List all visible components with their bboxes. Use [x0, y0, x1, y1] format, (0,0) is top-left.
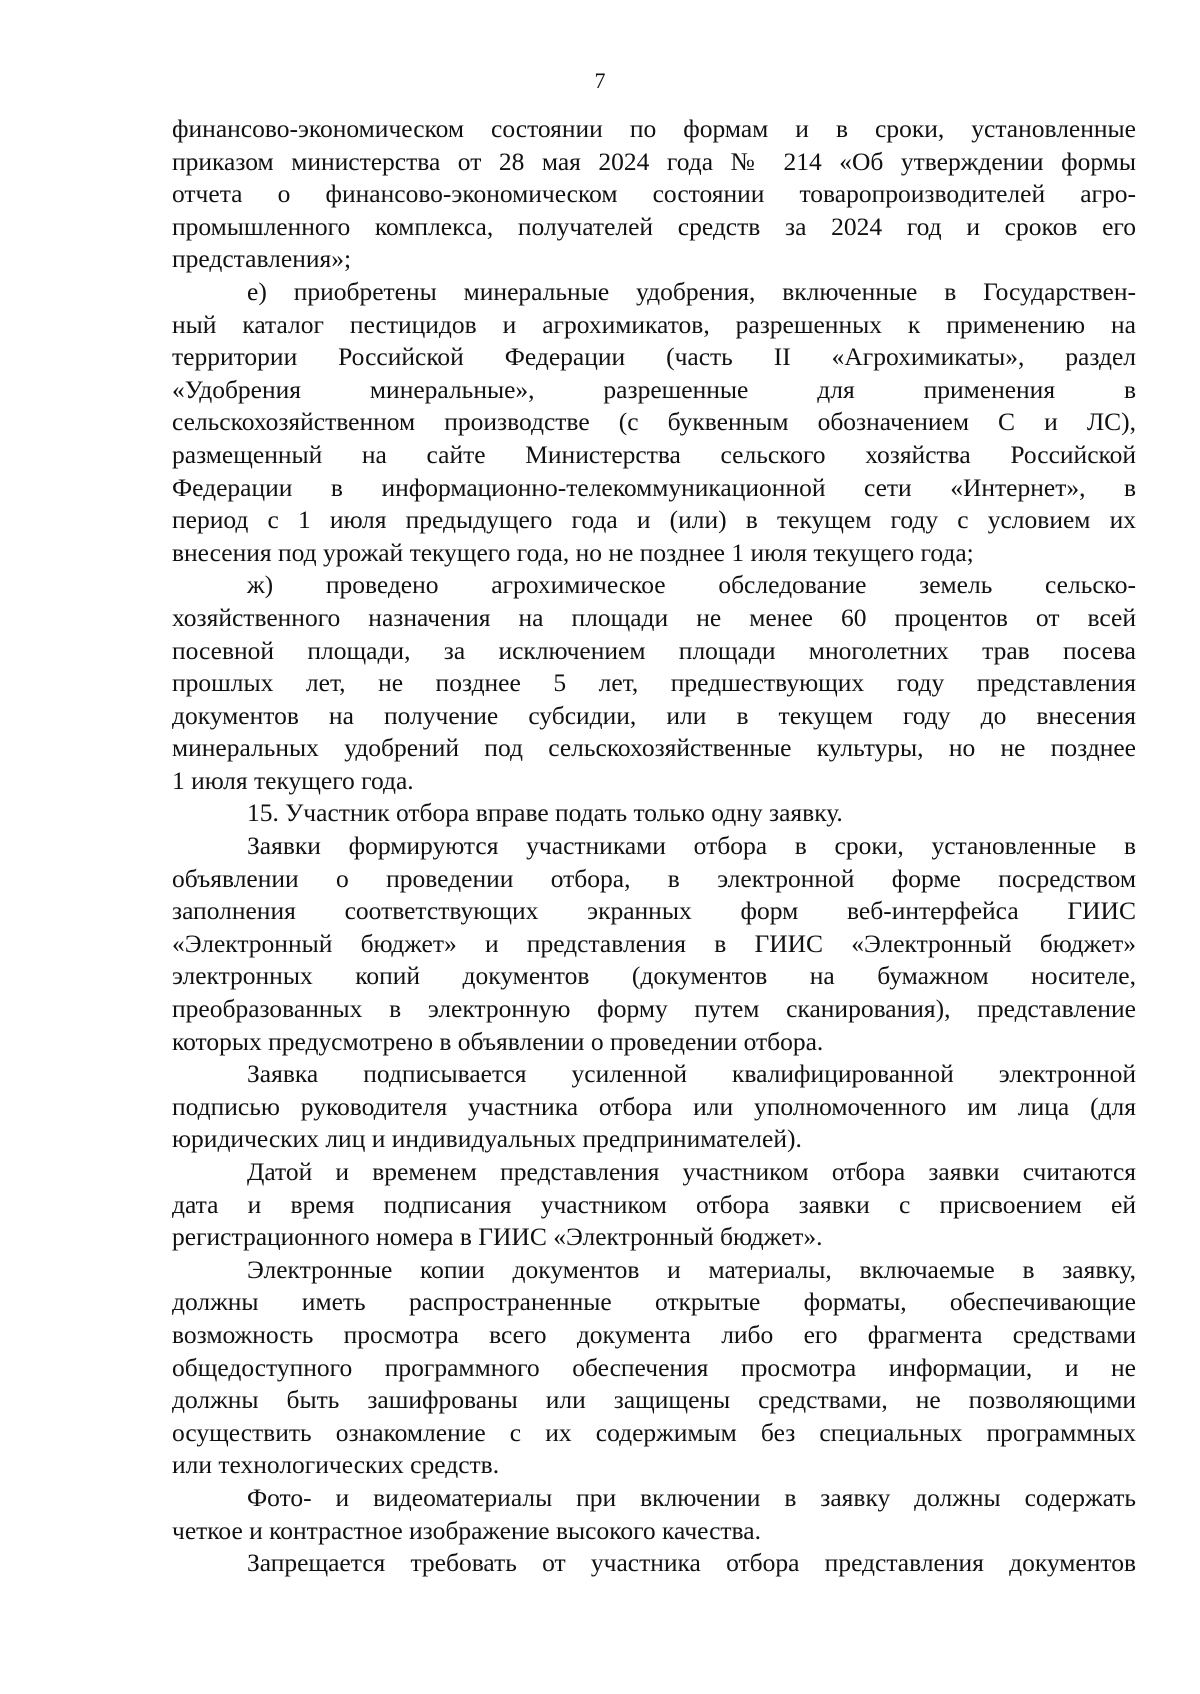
text-line: 1 июля текущего года.: [172, 765, 414, 795]
text-line: внесения под урожай текущего года, но не позднее 1 июля текущего года;: [172, 537, 974, 567]
paragraph: [172, 113, 1136, 276]
text-line: Федерации в информационно-телекоммуникационной сети «Интернет», в: [172, 472, 1136, 502]
text-line: или технологических средств.: [172, 1450, 500, 1480]
text-line: представления»;: [172, 244, 352, 274]
text-line: заполнения соответствующих экранных форм веб-интерфейса ГИИС: [172, 896, 1136, 926]
text-line: Запрещается требовать от участника отбора представления документов: [247, 1548, 1136, 1578]
text-line: подписью руководителя участника отбора или уполномоченного им лица (для: [172, 1091, 1136, 1121]
text-line: минеральных удобрений под сельскохозяйственные культуры, но не позднее: [172, 733, 1136, 763]
text-line: сельскохозяйственном производстве (с буквенным обозначением С и ЛС),: [172, 407, 1136, 437]
document-body: [172, 113, 1136, 1580]
text-line: ный каталог пестицидов и агрохимикатов, разрешенных к применению на: [172, 309, 1136, 339]
text-line: приказом министерства от 28 мая 2024 года № 214 «Об утверждении формы: [172, 146, 1136, 176]
text-line: е) приобретены минеральные удобрения, включенные в Государствен-: [247, 276, 1136, 306]
paragraph: [172, 1254, 1136, 1482]
text-line: территории Российской Федерации (часть II «Агрохимикаты», раздел: [172, 342, 1136, 372]
paragraph: [172, 276, 1136, 569]
text-line: хозяйственного назначения на площади не менее 60 процентов от всей: [172, 602, 1136, 632]
paragraph: [172, 1058, 1136, 1156]
text-line: преобразованных в электронную форму путем сканирования), представление: [172, 994, 1136, 1024]
paragraph: [172, 1482, 1136, 1547]
text-line: Заявка подписывается усиленной квалифицированной электронной: [247, 1059, 1136, 1089]
text-line: регистрационного номера в ГИИС «Электронный бюджет».: [172, 1222, 823, 1252]
text-line: размещенный на сайте Министерства сельского хозяйства Российской: [172, 439, 1136, 469]
text-line: период с 1 июля предыдущего года и (или) в текущем году с условием их: [172, 505, 1136, 535]
paragraph: [172, 1547, 1136, 1580]
text-line: Заявки формируются участниками отбора в сроки, установленные в: [247, 831, 1136, 861]
text-line: которых предусмотрено в объявлении о проведении отбора.: [172, 1026, 824, 1056]
text-line: ж) проведено агрохимическое обследование земель сельско-: [247, 570, 1136, 600]
text-line: должны иметь распространенные открытые форматы, обеспечивающие: [172, 1287, 1136, 1317]
paragraph: [172, 1156, 1136, 1254]
text-line: «Электронный бюджет» и представления в ГИИС «Электронный бюджет»: [172, 928, 1136, 958]
text-line: финансово-экономическом состоянии по формам и в сроки, установленные: [172, 114, 1136, 143]
text-line: дата и время подписания участником отбора заявки с присвоением ей: [172, 1189, 1136, 1219]
text-line: Датой и временем представления участником отбора заявки считаются: [247, 1157, 1136, 1186]
text-line: объявлении о проведении отбора, в электронной форме посредством: [172, 863, 1136, 893]
page-number: 7: [594, 68, 606, 93]
paragraph: [172, 569, 1136, 797]
text-line: юридических лиц и индивидуальных предпринимателей).: [172, 1124, 802, 1154]
text-line: 15. Участник отбора вправе подать только одну заявку.: [247, 798, 843, 828]
text-line: посевной площади, за исключением площади многолетних трав посева: [172, 635, 1136, 665]
text-line: осуществить ознакомление с их содержимым без специальных программных: [172, 1417, 1136, 1447]
text-line: Электронные копии документов и материалы, включаемые в заявку,: [247, 1254, 1136, 1284]
paragraph: [172, 830, 1136, 1058]
text-line: промышленного комплекса, получателей средств за 2024 год и сроков его: [172, 211, 1136, 241]
text-line: электронных копий документов (документов на бумажном носителе,: [172, 961, 1136, 991]
text-line: должны быть зашифрованы или защищены средствами, не позволяющими: [172, 1385, 1136, 1415]
paragraph: [172, 797, 1136, 830]
text-line: четкое и контрастное изображение высокого качества.: [172, 1515, 761, 1545]
text-line: «Удобрения минеральные», разрешенные для применения в: [172, 374, 1136, 404]
text-line: отчета о финансово-экономическом состоянии товаропроизводителей агро-: [172, 179, 1136, 209]
text-line: прошлых лет, не позднее 5 лет, предшествующих году представления: [172, 668, 1136, 698]
text-line: общедоступного программного обеспечения просмотра информации, и не: [172, 1352, 1136, 1382]
text-line: возможность просмотра всего документа либо его фрагмента средствами: [172, 1319, 1136, 1349]
text-line: Фото- и видеоматериалы при включении в заявку должны содержать: [247, 1482, 1136, 1512]
text-line: документов на получение субсидии, или в текущем году до внесения: [172, 700, 1136, 730]
